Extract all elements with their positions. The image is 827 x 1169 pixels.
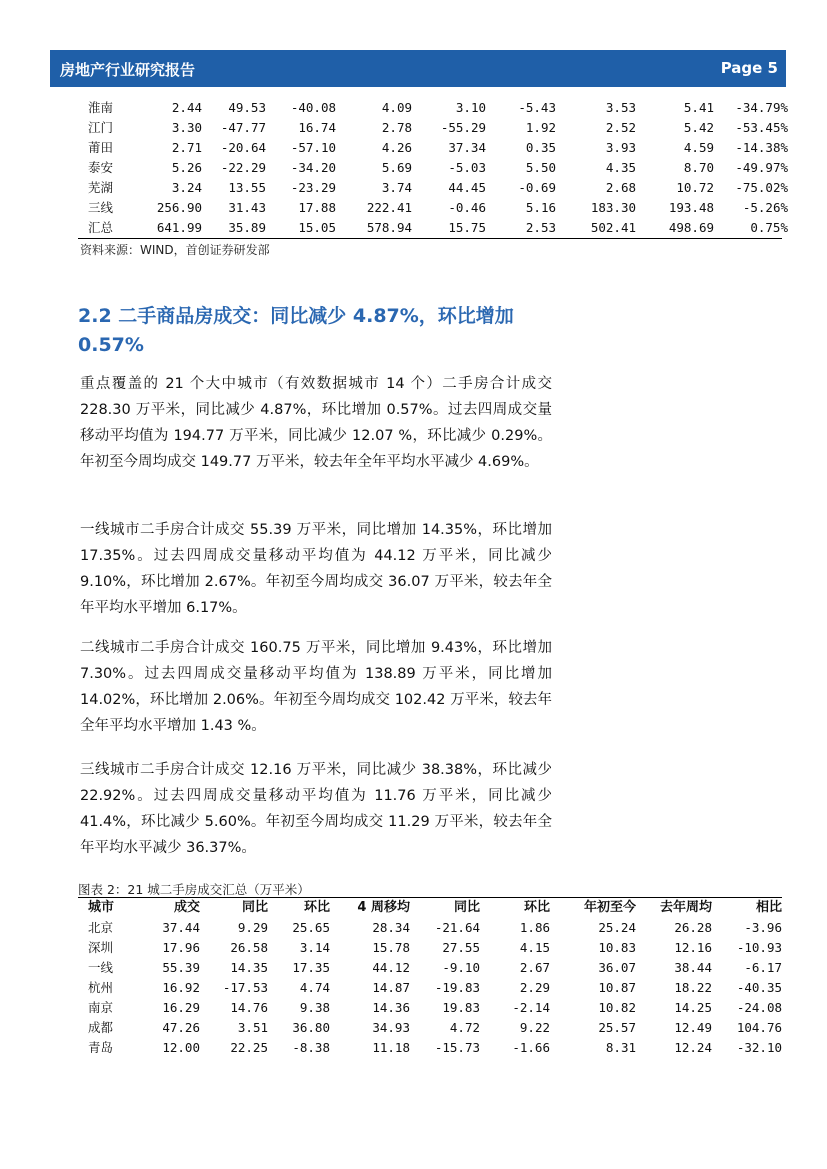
table1-value-cell: 183.30 — [590, 200, 636, 215]
table2-value-cell: 18.22 — [674, 980, 712, 995]
table2-value-cell: 9.22 — [519, 1020, 550, 1035]
table1-value-cell: 641.99 — [156, 220, 202, 235]
table1-value-cell: -53.45% — [735, 120, 788, 135]
table1-value-cell: -57.10 — [290, 140, 336, 155]
table1-city-cell: 淮南 — [88, 100, 114, 115]
table2-value-cell: 25.57 — [598, 1020, 636, 1035]
table1-value-cell: 16.74 — [298, 120, 336, 135]
table2-city-cell: 南京 — [88, 1000, 114, 1015]
table1-value-cell: 4.26 — [381, 140, 412, 155]
paragraph-overall: 重点覆盖的 21 个大中城市（有效数据城市 14 个）二手房合计成交 228.30 万平米，同比减少 4.87%，环比增加 0.57%。过去四周成交量移动平均值为 194.77 万平米，同比减少 12.07 %，环比减少 0.29%。年初至今周均成交 149.77 万平米，较去年全年平均水平减少 4.69%。 — [80, 376, 552, 470]
table2-value-cell: -40.35 — [736, 980, 782, 995]
table2-value-cell: 14.35 — [230, 960, 268, 975]
table1-value-cell: -0.69 — [518, 180, 556, 195]
table2-value-cell: 25.24 — [598, 920, 636, 935]
table1-value-cell: 193.48 — [668, 200, 714, 215]
table2-value-cell: 4.74 — [299, 980, 330, 995]
table2-row — [88, 978, 782, 998]
table1-value-cell: 2.53 — [525, 220, 556, 235]
table1-value-cell: 498.69 — [668, 220, 714, 235]
table2-header-cell: 成交 — [173, 900, 200, 915]
table1-value-cell: 13.55 — [228, 180, 266, 195]
table2-value-cell: 34.93 — [372, 1020, 410, 1035]
table1-value-cell: -34.79% — [735, 100, 788, 115]
table2-value-cell: 36.80 — [292, 1020, 330, 1035]
table2-header-cell: 同比 — [453, 900, 480, 915]
table2-value-cell: 3.14 — [299, 940, 330, 955]
table1-value-cell: 44.45 — [448, 180, 486, 195]
table2-value-cell: 26.28 — [674, 920, 712, 935]
table2-value-cell: -6.17 — [744, 960, 782, 975]
table2-value-cell: 3.51 — [237, 1020, 268, 1035]
table2-row — [88, 958, 782, 978]
table2-value-cell: -8.38 — [292, 1040, 330, 1055]
table2-city-cell: 青岛 — [88, 1040, 114, 1055]
table1-value-cell: 3.53 — [605, 100, 636, 115]
table1-value-cell: -40.08 — [290, 100, 336, 115]
section-heading: 2.2 二手商品房成交：同比减少 4.87%，环比增加 0.57% — [78, 305, 514, 356]
table1-value-cell: 35.89 — [228, 220, 266, 235]
source-note: 资料来源：WIND，首创证券研发部 — [80, 243, 270, 257]
table1-value-cell: 17.88 — [298, 200, 336, 215]
table1-value-cell: 578.94 — [366, 220, 412, 235]
table1-value-cell: 5.26 — [171, 160, 202, 175]
table2-value-cell: 10.83 — [598, 940, 636, 955]
table1-value-cell: 5.16 — [525, 200, 556, 215]
table2-value-cell: 14.36 — [372, 1000, 410, 1015]
table2-value-cell: 14.76 — [230, 1000, 268, 1015]
table1-value-cell: 5.50 — [525, 160, 556, 175]
table1-value-cell: 256.90 — [156, 200, 202, 215]
paragraph-tier3: 三线城市二手房合计成交 12.16 万平米，同比减少 38.38%，环比减少 22.92%。过去四周成交量移动平均值为 11.76 万平米，同比减少 41.4%，环比减少 5.60%。年初至今周均成交 11.29 万平米，较去年全年平均水平减少 36.37%。 — [80, 762, 552, 856]
table1-value-cell: 5.41 — [683, 100, 714, 115]
table2-value-cell: 17.96 — [162, 940, 200, 955]
table1-value-cell: -23.29 — [290, 180, 336, 195]
table1-value-cell: 31.43 — [228, 200, 266, 215]
city-new-home-table — [88, 98, 788, 238]
table2-city-cell: 一线 — [88, 960, 114, 975]
table2-header-cell: 同比 — [241, 900, 268, 915]
table2-value-cell: 16.92 — [162, 980, 200, 995]
table1-city-cell: 汇总 — [88, 220, 114, 235]
table1-value-cell: -0.46 — [448, 200, 486, 215]
table2-value-cell: 19.83 — [442, 1000, 480, 1015]
table2-city-cell: 深圳 — [88, 940, 114, 955]
table2-header-cell: 环比 — [523, 900, 550, 915]
table1-value-cell: 3.24 — [171, 180, 202, 195]
table2-value-cell: -24.08 — [736, 1000, 782, 1015]
table1-value-cell: 49.53 — [228, 100, 266, 115]
paragraph-tier2: 二线城市二手房合计成交 160.75 万平米，同比增加 9.43%，环比增加 7.30%。过去四周成交量移动平均值为 138.89 万平米，同比增加 14.02%，环比增加 2.06%。年初至今周均成交 102.42 万平米，较去年全年平均水平增加 1.43 %。 — [80, 640, 552, 734]
table2-value-cell: -17.53 — [222, 980, 268, 995]
table1-row — [88, 218, 788, 238]
figure-caption: 图表 2：21 城二手房成交汇总（万平米） — [78, 882, 310, 897]
table2-value-cell: 10.87 — [598, 980, 636, 995]
table2-value-cell: 26.58 — [230, 940, 268, 955]
table1-value-cell: -5.26% — [742, 200, 788, 215]
table1-value-cell: 15.75 — [448, 220, 486, 235]
table1-value-cell: -75.02% — [735, 180, 788, 195]
table1-value-cell: 0.35 — [525, 140, 556, 155]
table1-value-cell: 2.68 — [605, 180, 636, 195]
table2-value-cell: -3.96 — [744, 920, 782, 935]
table2-value-cell: -19.83 — [434, 980, 480, 995]
table2-value-cell: 1.86 — [519, 920, 550, 935]
table2-value-cell: 36.07 — [598, 960, 636, 975]
table1-value-cell: 10.72 — [676, 180, 714, 195]
table2-value-cell: -32.10 — [736, 1040, 782, 1055]
table2-header-cell: 去年周均 — [659, 900, 712, 915]
table2-value-cell: 12.49 — [674, 1020, 712, 1035]
table1-value-cell: 3.10 — [455, 100, 486, 115]
report-title: 房地产行业研究报告 — [60, 61, 196, 79]
table2-value-cell: 55.39 — [162, 960, 200, 975]
table1-value-cell: -5.03 — [448, 160, 486, 175]
table1-value-cell: 5.42 — [683, 120, 714, 135]
table2-value-cell: 2.29 — [519, 980, 550, 995]
table2-row — [88, 998, 782, 1018]
table2-value-cell: -2.14 — [512, 1000, 550, 1015]
table1-value-cell: 2.71 — [171, 140, 202, 155]
table1-city-cell: 泰安 — [88, 160, 114, 175]
table2-value-cell: -9.10 — [442, 960, 480, 975]
table2-city-cell: 成都 — [88, 1020, 114, 1035]
table2-city-cell: 杭州 — [88, 980, 114, 995]
table2-row — [88, 938, 782, 958]
table1-value-cell: 3.30 — [171, 120, 202, 135]
table2-header-cell: 环比 — [303, 900, 330, 915]
table1-value-cell: 3.74 — [381, 180, 412, 195]
table2-value-cell: 38.44 — [674, 960, 712, 975]
table2-value-cell: 8.31 — [605, 1040, 636, 1055]
table2-value-cell: -21.64 — [434, 920, 480, 935]
table1-value-cell: -55.29 — [440, 120, 486, 135]
table1-value-cell: 222.41 — [366, 200, 412, 215]
table1-row — [88, 138, 788, 158]
table2-header-cell: 相比 — [755, 900, 782, 915]
table2-row — [88, 918, 782, 938]
table1-city-cell: 三线 — [88, 200, 114, 215]
table1-city-cell: 芜湖 — [88, 180, 114, 195]
table1-value-cell: 0.75% — [750, 220, 788, 235]
table2-value-cell: 4.72 — [449, 1020, 480, 1035]
second-hand-home-table — [88, 898, 782, 1058]
table1-value-cell: 2.52 — [605, 120, 636, 135]
table1-value-cell: -5.43 — [518, 100, 556, 115]
table1-value-cell: 4.35 — [605, 160, 636, 175]
paragraph-tier1: 一线城市二手房合计成交 55.39 万平米，同比增加 14.35%，环比增加 17.35%。过去四周成交量移动平均值为 44.12 万平米，同比减少 9.10%，环比增加 2.67%。年初至今周均成交 36.07 万平米，较去年全年平均水平增加 6.17%。 — [80, 522, 552, 616]
table2-value-cell: 22.25 — [230, 1040, 268, 1055]
table2-value-cell: 104.76 — [736, 1020, 782, 1035]
table2-value-cell: 27.55 — [442, 940, 480, 955]
table2-row — [88, 1018, 782, 1038]
table2-value-cell: 11.18 — [372, 1040, 410, 1055]
table2-value-cell: 17.35 — [292, 960, 330, 975]
table2-header-cell: 城市 — [88, 900, 115, 915]
table2-value-cell: 2.67 — [519, 960, 550, 975]
table1-value-cell: 37.34 — [448, 140, 486, 155]
table1-value-cell: -34.20 — [290, 160, 336, 175]
table2-value-cell: 47.26 — [162, 1020, 200, 1035]
table2-header-cell: 年初至今 — [583, 900, 636, 915]
table1-value-cell: -14.38% — [735, 140, 788, 155]
table1-value-cell: 4.09 — [381, 100, 412, 115]
table2-value-cell: 4.15 — [519, 940, 550, 955]
table1-city-cell: 莆田 — [88, 140, 114, 155]
table1-value-cell: 502.41 — [590, 220, 636, 235]
table2-value-cell: 28.34 — [372, 920, 410, 935]
table1-bottom-rule — [78, 238, 782, 239]
page-number: Page 5 — [720, 59, 778, 77]
table2-value-cell: 44.12 — [372, 960, 410, 975]
table1-value-cell: 2.78 — [381, 120, 412, 135]
table1-value-cell: -22.29 — [220, 160, 266, 175]
table1-value-cell: 5.69 — [381, 160, 412, 175]
table1-city-cell: 江门 — [88, 120, 114, 135]
table2-value-cell: -10.93 — [736, 940, 782, 955]
table1-row — [88, 198, 788, 218]
table2-value-cell: -1.66 — [512, 1040, 550, 1055]
table2-value-cell: 10.82 — [598, 1000, 636, 1015]
table1-value-cell: 8.70 — [683, 160, 714, 175]
table2-value-cell: 37.44 — [162, 920, 200, 935]
table1-value-cell: 3.93 — [605, 140, 636, 155]
table2-value-cell: 9.29 — [237, 920, 268, 935]
table2-value-cell: 25.65 — [292, 920, 330, 935]
table2-value-cell: 12.16 — [674, 940, 712, 955]
table2-value-cell: 14.87 — [372, 980, 410, 995]
table2-value-cell: 15.78 — [372, 940, 410, 955]
table1-row — [88, 178, 788, 198]
table1-value-cell: -47.77 — [220, 120, 266, 135]
table2-value-cell: 12.24 — [674, 1040, 712, 1055]
table1-value-cell: 4.59 — [683, 140, 714, 155]
table1-value-cell: 15.05 — [298, 220, 336, 235]
table1-value-cell: -20.64 — [220, 140, 266, 155]
table1-value-cell: 1.92 — [525, 120, 556, 135]
table2-value-cell: 16.29 — [162, 1000, 200, 1015]
table1-value-cell: -49.97% — [735, 160, 788, 175]
table2-row — [88, 1038, 782, 1058]
table1-value-cell: 2.44 — [171, 100, 202, 115]
table2-value-cell: 14.25 — [674, 1000, 712, 1015]
table1-row — [88, 98, 788, 118]
table2-city-cell: 北京 — [88, 920, 114, 935]
table2-header-cell: 4 周移均 — [357, 900, 410, 915]
table1-row — [88, 118, 788, 138]
table2-value-cell: 9.38 — [299, 1000, 330, 1015]
table2-value-cell: 12.00 — [162, 1040, 200, 1055]
table1-row — [88, 158, 788, 178]
table2-value-cell: -15.73 — [434, 1040, 480, 1055]
report-header — [50, 50, 786, 87]
